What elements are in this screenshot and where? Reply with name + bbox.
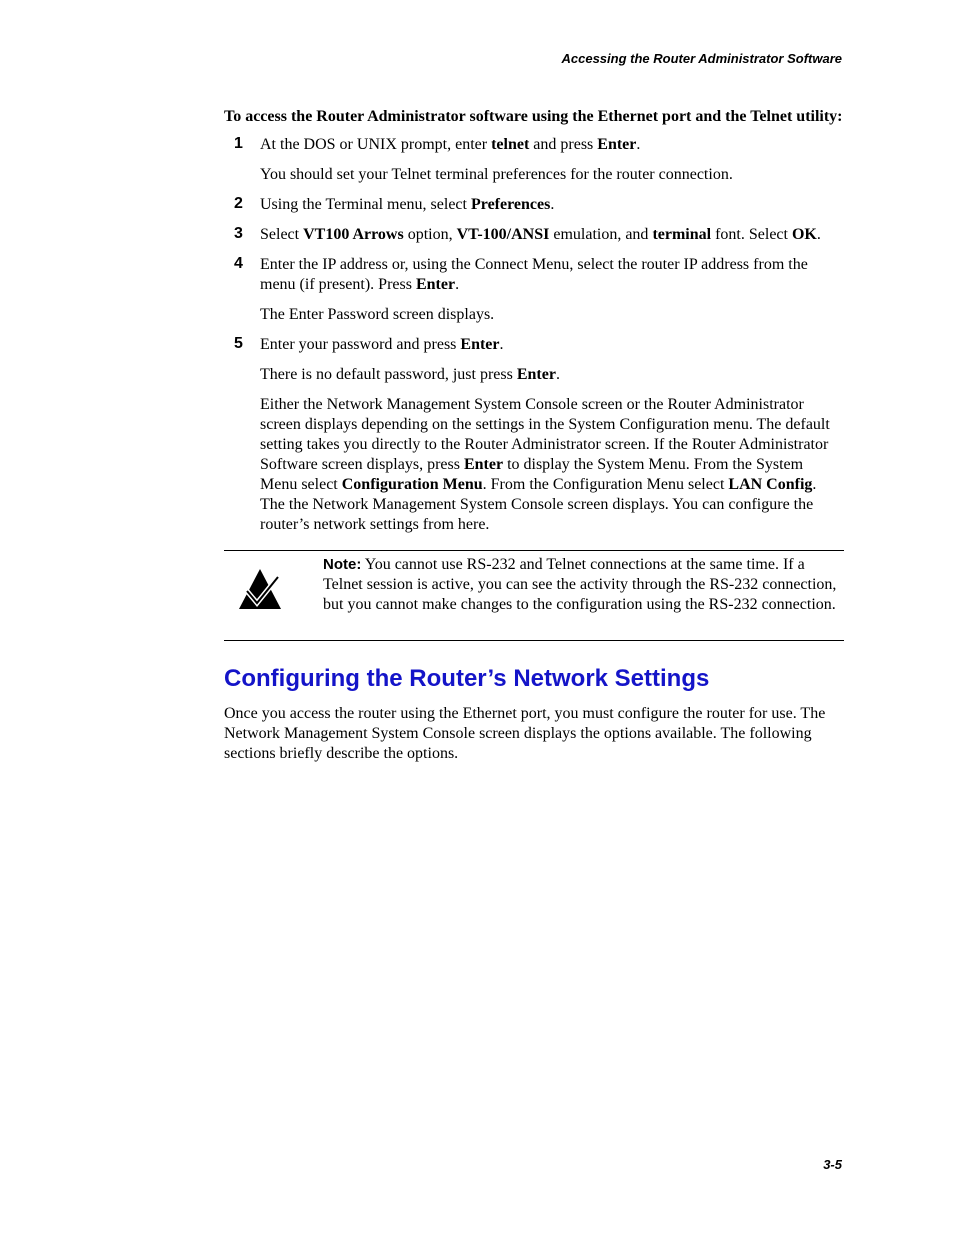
step-2: 2 Using the Terminal menu, select Preferences. [234,195,555,213]
running-header: Accessing the Router Administrator Software [561,51,842,66]
note-label: Note: [323,556,362,573]
step-3: 3 Select VT100 Arrows option, VT-100/ANSI emulation, and terminal font. Select OK. [234,225,821,243]
step-number: 4 [234,255,243,272]
step-4: 4 Enter the IP address or, using the Connect Menu, select the router IP address from the menu (if present). Press Enter. [234,255,808,293]
note-checkmark-icon [238,567,282,611]
step-5-explanation: Either the Network Management System Console screen or the Router Administrator screen displays depending on the settings in the System Configuration menu. The default setting takes you directly to the Router Administrator screen. If the Router Administrator Software screen displays, press Enter to display the System Menu. From the System Menu select Configuration Menu. From the Configuration Menu select LAN Config. The the Network Management System Console screen displays. You can configure the router’s network settings from here. [260,396,830,533]
page-content [224,107,844,764]
step-number: 3 [234,225,243,242]
note-text: Note: You cannot use RS-232 and Telnet connections at the same time. If a Telnet session is active, you can see the activity through the RS-232 connection, but you cannot make changes to the configuration using the RS-232 connection. [323,556,837,613]
step-4-detail: The Enter Password screen displays. [260,306,495,323]
step-5-detail: There is no default password, just press Enter. [260,366,560,383]
note-box [224,550,844,641]
step-1: 1 At the DOS or UNIX prompt, enter telnet and press Enter. [234,135,641,153]
page-number: 3-5 [823,1157,842,1172]
step-5: 5 Enter your password and press Enter. [234,335,504,353]
step-number: 5 [234,335,243,352]
section-heading: Configuring the Router’s Network Settings [224,665,710,692]
step-1-detail: You should set your Telnet terminal preferences for the router connection. [260,166,733,183]
section-body: Once you access the router using the Ethernet port, you must configure the router for use. The Network Management System Console screen displays the options available. The following sections briefly describe the options. [224,705,826,762]
step-number: 1 [234,135,243,152]
step-number: 2 [234,195,243,212]
procedure-title: To access the Router Administrator software using the Ethernet port and the Telnet utility: [224,108,843,125]
